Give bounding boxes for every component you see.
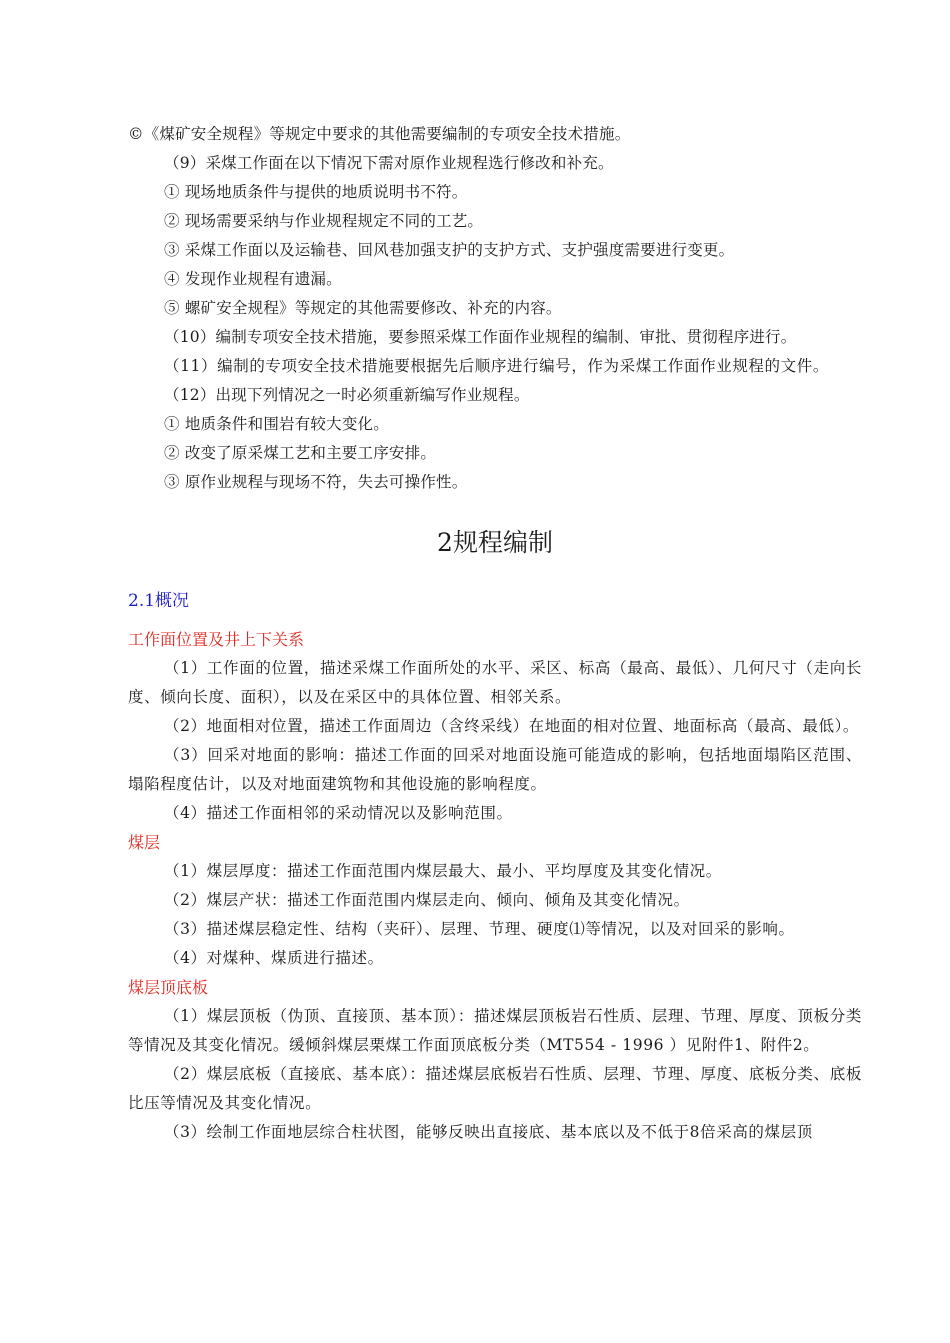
paragraph-location-2: （2）地面相对位置，描述工作面周边（含终采线）在地面的相对位置、地面标高（最高、最低）。	[164, 717, 860, 735]
paragraph-roof-floor-3: （3）绘制工作面地层综合柱状图，能够反映出直接底、基本底以及不低于8倍采高的煤层顶	[164, 1123, 813, 1141]
text-line-item-10: （10）编制专项安全技术措施，要参照采煤工作面作业规程的编制、审批、贯彻程序进行。	[164, 328, 797, 346]
chapter-title: 2规程编制	[437, 528, 553, 557]
paragraph-location-4: （4）描述工作面相邻的采动情况以及影响范围。	[164, 804, 513, 822]
subsection-title-coal-seam: 煤层	[128, 833, 161, 852]
paragraph-location-3: （3）回采对地面的影响：描述工作面的回采对地面设施可能造成的影响，包括地面塌陷区范围、塌陷程度估计，以及对地面建筑物和其他设施的影响程度。	[128, 746, 862, 793]
text-line-item-9-2: ② 现场需要采纳与作业规程规定不同的工艺。	[164, 212, 484, 230]
paragraph-item-11: （11）编制的专项安全技术措施要根据先后顺序进行编号，作为采煤工作面作业规程的文件。	[164, 357, 829, 375]
text-line-item-9-1: ① 现场地质条件与提供的地质说明书不符。	[164, 183, 468, 201]
paragraph-seam-4: （4）对煤种、煤质进行描述。	[164, 949, 384, 967]
paragraph-seam-1: （1）煤层厚度：描述工作面范围内煤层最大、最小、平均厚度及其变化情况。	[164, 862, 722, 880]
paragraph-seam-3: （3）描述煤层稳定性、结构（夹矸）、层理、节理、硬度⑴等情况，以及对回采的影响。	[164, 920, 795, 938]
subsection-title-location: 工作面位置及井上下关系	[128, 630, 305, 649]
text-line-other-measures: ©《煤矿安全规程》等规定中要求的其他需要编制的专项安全技术措施。	[128, 125, 631, 143]
section-title: 2.1概况	[128, 591, 190, 611]
subsection-title-roof-floor: 煤层顶底板	[128, 978, 209, 997]
text-line-item-12-2: ② 改变了原采煤工艺和主要工序安排。	[164, 444, 437, 462]
text-line-item-12: （12）出现下列情况之一时必须重新编写作业规程。	[164, 386, 530, 404]
text-line-item-9: （9）采煤工作面在以下情况下需对原作业规程选行修改和补充。	[164, 154, 614, 172]
text-line-item-12-1: ① 地质条件和围岩有较大变化。	[164, 415, 389, 433]
text-line-item-9-5: ⑤ 螺矿安全规程》等规定的其他需要修改、补充的内容。	[164, 299, 562, 317]
paragraph-seam-2: （2）煤层产状：描述工作面范围内煤层走向、倾向、倾角及其变化情况。	[164, 891, 690, 909]
text-line-item-12-3: ③ 原作业规程与现场不符，失去可操作性。	[164, 473, 468, 491]
page-content	[128, 120, 862, 1147]
text-line-item-9-4: ④ 发现作业规程有遗漏。	[164, 270, 342, 288]
paragraph-roof-floor-2: （2）煤层底板（直接底、基本底）：描述煤层底板岩石性质、层理、节理、厚度、底板分类、底板比压等情况及其变化情况。	[128, 1065, 862, 1112]
paragraph-location-1: （1）工作面的位置，描述采煤工作面所处的水平、采区、标高（最高、最低）、几何尺寸（走向长度、倾向长度、面积），以及在采区中的具体位置、相邻关系。	[128, 659, 862, 706]
paragraph-roof-floor-1: （1）煤层顶板（伪顶、直接顶、基本顶）：描述煤层顶板岩石性质、层理、节理、厚度、顶板分类等情况及其变化情况。缓倾斜煤层栗煤工作面顶底板分类（MT554 - 1996 ）见附件1、附件2。	[128, 1007, 862, 1054]
text-line-item-9-3: ③ 采煤工作面以及运输巷、回风巷加强支护的支护方式、支护强度需要进行变更。	[164, 241, 735, 259]
